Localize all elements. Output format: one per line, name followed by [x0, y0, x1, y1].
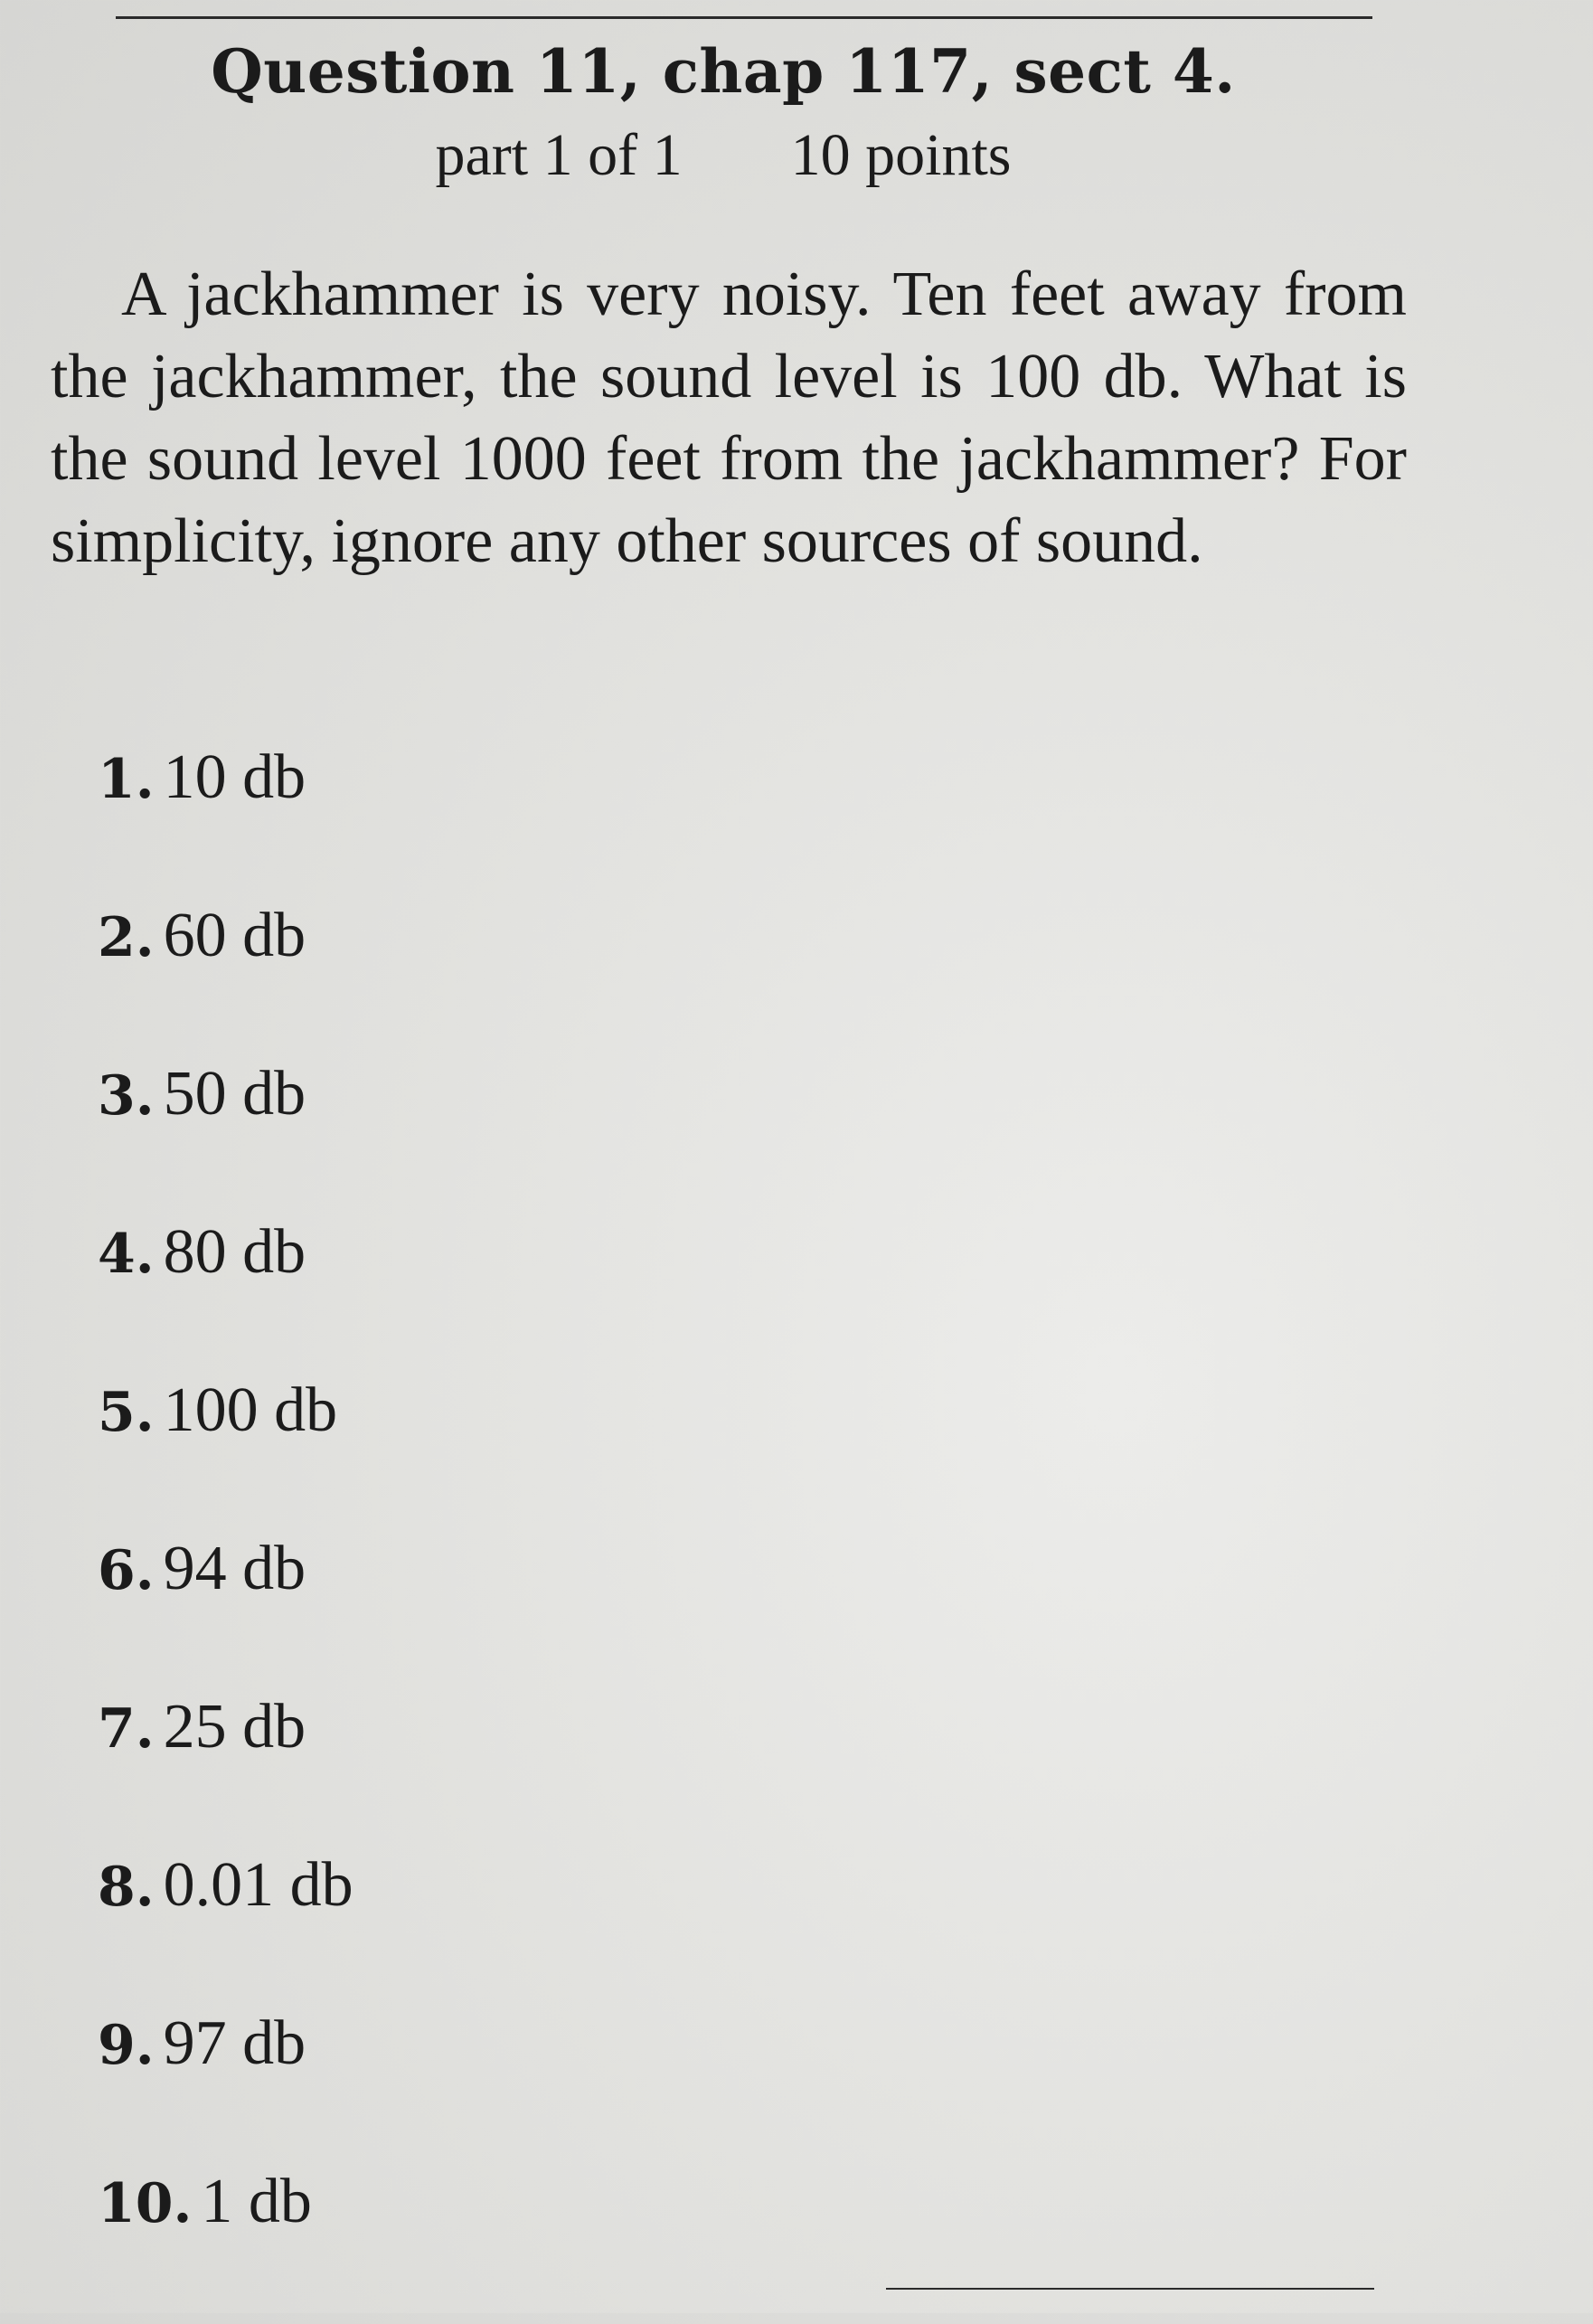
answer-choices	[98, 742, 353, 2324]
choice-label: 97 db	[163, 2008, 306, 2078]
answer-choice[interactable]	[98, 1691, 353, 1849]
choice-label: 25 db	[163, 1692, 306, 1762]
answer-choice[interactable]	[98, 1849, 353, 2008]
points-label: 10 points	[790, 122, 1012, 188]
part-label: part 1 of 1	[435, 122, 683, 188]
question-title: Question 11, chap 117, sect 4.	[211, 36, 1236, 107]
choice-number: 6.	[98, 1539, 155, 1602]
choice-label: 0.01 db	[163, 1850, 353, 1920]
question-text: A jackhammer is very noisy. Ten feet away from the jackhammer, the sound level is 100 db. What is the sound level 1000 feet from the jackhammer? For simplicity, ignore any other sources of sound.	[51, 260, 1407, 576]
choice-label: 50 db	[163, 1059, 306, 1129]
choice-number: 9.	[98, 2014, 155, 2077]
answer-choice[interactable]	[98, 1375, 353, 1533]
answer-choice[interactable]	[98, 2008, 353, 2166]
bottom-rule	[886, 2288, 1374, 2290]
answer-choice[interactable]	[98, 742, 353, 900]
choice-label: 1 db	[201, 2167, 312, 2236]
choice-number: 1.	[98, 748, 155, 811]
choice-label: 80 db	[163, 1217, 306, 1287]
choice-number: 8.	[98, 1856, 155, 1919]
answer-choice[interactable]	[98, 1533, 353, 1691]
choice-label: 10 db	[163, 742, 306, 812]
choice-label: 60 db	[163, 901, 306, 970]
choice-number: 2.	[98, 906, 155, 969]
choice-label: 94 db	[163, 1534, 306, 1603]
answer-choice[interactable]	[98, 1216, 353, 1375]
top-rule	[116, 16, 1372, 19]
answer-choice[interactable]	[98, 900, 353, 1058]
choice-number: 5.	[98, 1381, 155, 1444]
question-subtitle	[0, 121, 1447, 190]
choice-number: 3.	[98, 1064, 155, 1128]
choice-number: 4.	[98, 1223, 155, 1286]
answer-choice[interactable]	[98, 2166, 353, 2324]
answer-choice[interactable]	[98, 1058, 353, 1216]
choice-number: 10.	[98, 2172, 193, 2235]
choice-label: 100 db	[163, 1375, 338, 1445]
choice-number: 7.	[98, 1697, 155, 1761]
